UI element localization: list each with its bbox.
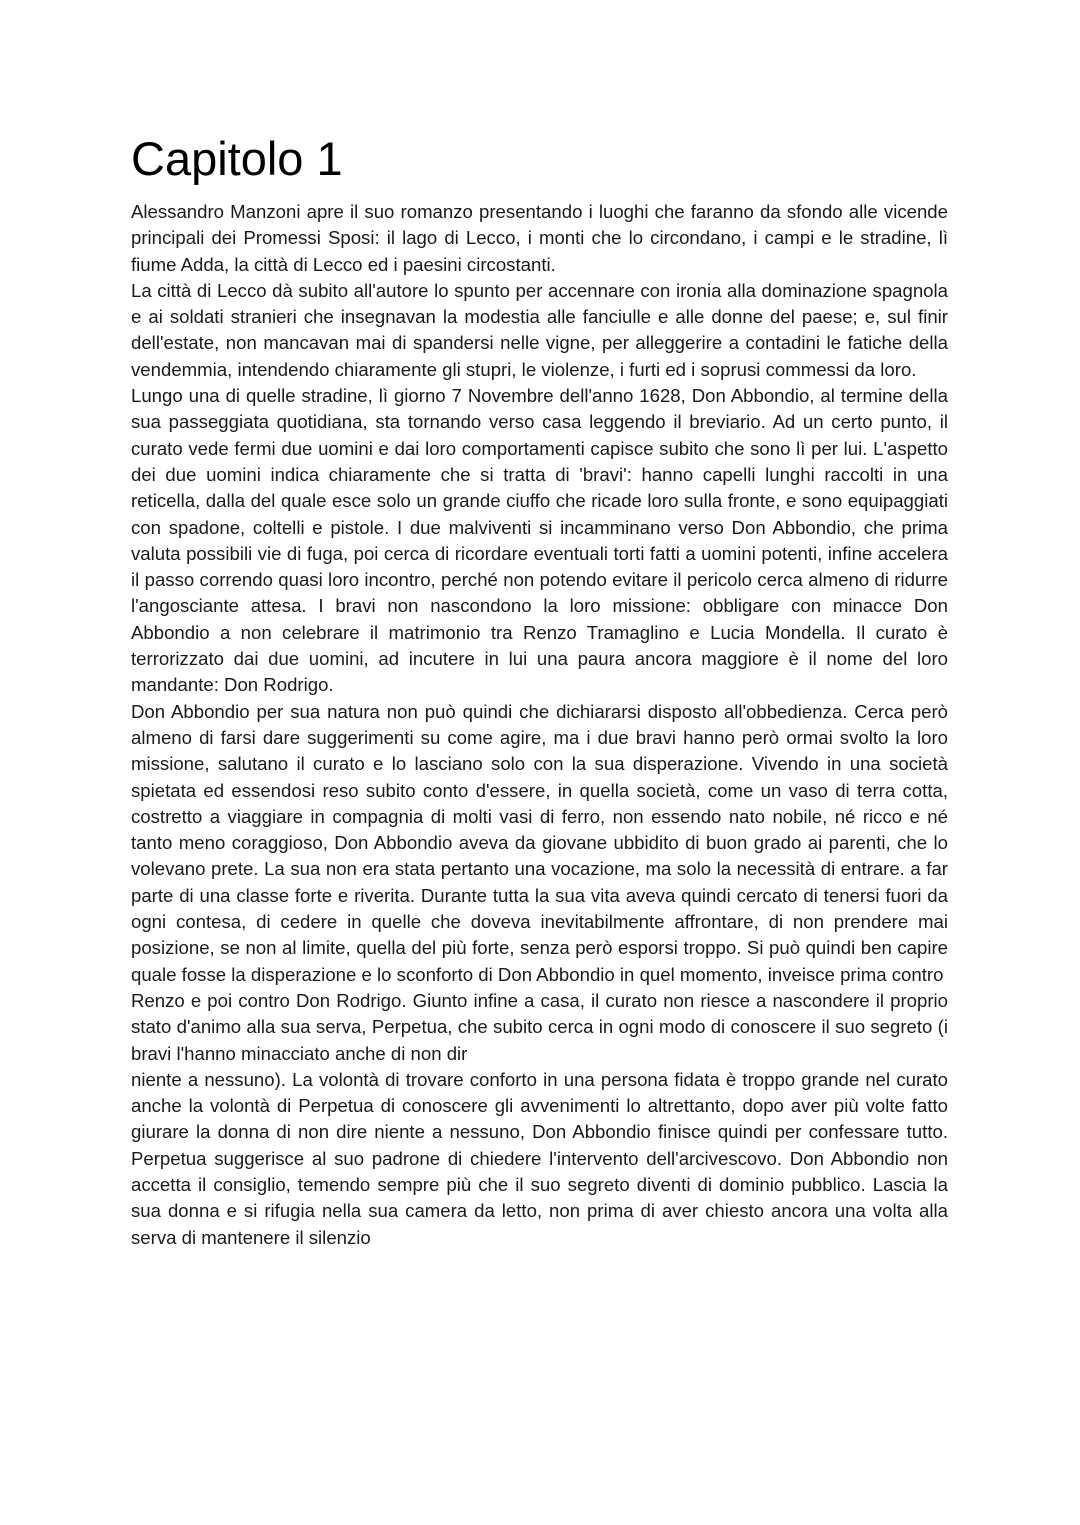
paragraph-lecco-spanish-domination: La città di Lecco dà subito all'autore lo spunto per accennare con ironia alla dominazione spagnola e ai soldati stranieri che insegnavan la modestia alle fanciulle e alle donne del paese; e, sul finir dell'estate, non mancavan mai di spandersi nelle vigne, per alleggerire a contadini le fatiche della vendemmia, intendendo chiaramente gli stupri, le violenze, i furti ed i soprusi commessi da loro.: [131, 279, 948, 380]
paragraph-intro-places: Alessandro Manzoni apre il suo romanzo presentando i luoghi che faranno da sfondo alle vicende principali dei Promessi Sposi: il lago di Lecco, i monti che lo circondano, i campi e le stradine, lì fiume Adda, la città di Lecco ed i paesini circostanti.: [131, 201, 948, 275]
document-page: [131, 130, 948, 1251]
paragraph-don-abbondio-character: Don Abbondio per sua natura non può quindi che dichiararsi disposto all'obbedienza. Cerca però almeno di farsi dare suggerimenti su come agire, ma i due bravi hanno però ormai svolto la loro missione, salutano il curato e lo lasciano solo con la sua disperazione. Vivendo in una società spietata ed essendosi reso subito conto d'essere, in quella società, come un vaso di terra cotta, costretto a viaggiare in compagnia di molti vasi di ferro, non essendo nato nobile, né ricco e né tanto meno coraggioso, Don Abbondio aveva da giovane ubbidito di buon grado ai parenti, che lo volevano prete. La sua non era stata pertanto una vocazione, ma solo la necessità di entrare. a far parte di una classe forte e riverita. Durante tutta la sua vita aveva quindi cercato di tenersi fuori da ogni contesa, di cedere in quelle che doveva inevitabilmente affrontare, di non prendere mai posizione, se non al limite, quella del più forte, senza però esporsi troppo. Si può quindi ben capire quale fosse la disperazione e lo sconforto di Don Abbondio in quel momento, inveisce prima contro: [131, 700, 948, 985]
paragraph-don-abbondio-meets-bravi: Lungo una di quelle stradine, lì giorno 7 Novembre dell'anno 1628, Don Abbondio, al termine della sua passeggiata quotidiana, sta tornando verso casa leggendo il breviario. Ad un certo punto, il curato vede fermi due uomini e dai loro comportamenti capisce subito che sono lì per lui. L'aspetto dei due uomini indica chiaramente che si tratta di 'bravi': hanno capelli lunghi raccolti in una reticella, dalla del quale esce solo un grande ciuffo che ricade loro sulla fronte, e sono equipaggiati con spadone, coltelli e pistole. I due malviventi si incamminano verso Don Abbondio, che prima valuta possibili vie di fuga, poi cerca di ricordare eventuali torti fatti a uomini potenti, infine accelera il passo correndo quasi loro incontro, perché non potendo evitare il pericolo cerca almeno di ridurre l'angosciante attesa. I bravi non nascondono la loro missione: obbligare con minacce Don Abbondio a non celebrare il matrimonio tra Renzo Tramaglino e Lucia Mondella. Il curato è terrorizzato dai due uomini, ad incutere in lui una paura ancora maggiore è il nome del loro mandante: Don Rodrigo.: [131, 385, 948, 696]
chapter-title: Capitolo 1: [131, 132, 343, 185]
paragraph-return-home-perpetua: Renzo e poi contro Don Rodrigo. Giunto infine a casa, il curato non riesce a nascondere il proprio stato d'animo alla sua serva, Perpetua, che subito cerca in ogni modo di conoscere il suo segreto (i bravi l'hanno minacciato anche di non dir: [131, 989, 948, 1064]
paragraph-confession: niente a nessuno). La volontà di trovare conforto in una persona fidata è troppo grande nel curato anche la volontà di Perpetua di conoscere gli avvenimenti lo altrettanto, dopo aver più volte fatto giurare la donna di non dire niente a nessuno, Don Abbondio finisce quindi per confessare tutto. Perpetua suggerisce al suo padrone di chiedere l'intervento dell'arcivescovo. Don Abbondio non accetta il consiglio, temendo sempre più che il suo segreto diventi di dominio pubblico. Lascia la sua donna e si rifugia nella sua camera da letto, non prima di aver chiesto ancora una volta alla serva di mantenere il silenzio: [131, 1068, 948, 1248]
